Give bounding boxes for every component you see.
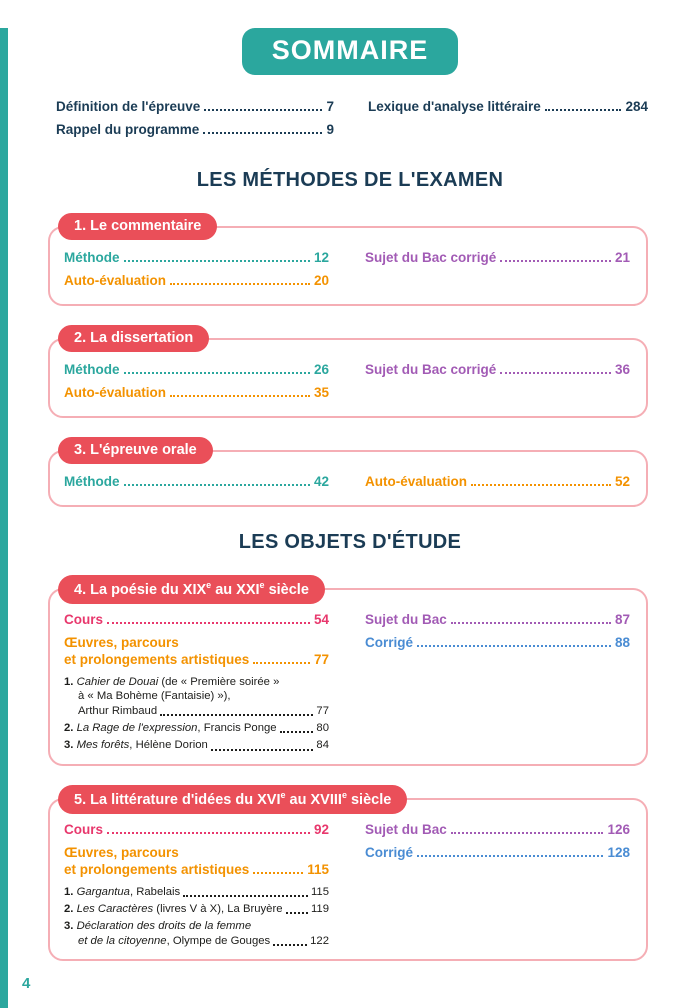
work-author: , Rabelais — [129, 885, 181, 898]
box-right-column — [365, 822, 630, 951]
section-heading-objets-etude: LES OBJETS D'ÉTUDE — [238, 531, 462, 553]
work-author: , Francis Ponge — [197, 722, 277, 735]
work-number: 2. — [64, 903, 74, 916]
work-title: La Rage de l'expression — [76, 722, 198, 735]
work-item-declaration-droits-femme — [64, 919, 329, 948]
toc-entry-auto-evaluation — [64, 273, 329, 288]
work-item-cahier-de-douai — [64, 675, 329, 718]
dot-leader — [203, 132, 322, 134]
work-title: Les Caractères — [76, 903, 154, 916]
toc-entry-cours — [64, 822, 329, 837]
works-list — [64, 885, 329, 948]
dot-leader — [545, 109, 622, 111]
box-title-pill: 1. Le commentaire — [58, 213, 217, 240]
box-title-text: siècle — [264, 581, 309, 598]
toc-page — [0, 28, 700, 1008]
work-text — [64, 885, 180, 899]
toc-entry-methode — [64, 362, 329, 377]
box-right-column — [365, 250, 630, 296]
entry-page-number: 52 — [614, 474, 630, 489]
dot-leader — [451, 622, 611, 624]
dot-leader — [417, 645, 611, 647]
box-title-text: siècle — [346, 791, 392, 808]
entry-label: Rappel du programme — [56, 122, 200, 137]
work-line — [64, 738, 329, 752]
entry-page-number: 77 — [316, 704, 329, 717]
work-line — [78, 934, 329, 948]
toc-entry-sujet-bac-corrige — [365, 362, 630, 377]
entry-page-number: 126 — [607, 821, 630, 837]
box-title-text: 4. La poésie du XIX — [74, 581, 207, 598]
entry-label: Sujet du Bac — [365, 821, 447, 837]
entry-label: Sujet du Bac — [365, 612, 447, 627]
work-number: 3. — [64, 920, 74, 933]
box-left-column — [64, 250, 329, 296]
entry-page-number: 88 — [614, 635, 630, 650]
work-author: , Olympe de Gouges — [166, 934, 271, 947]
toc-entry-sujet-du-bac — [365, 822, 630, 837]
dot-leader — [124, 372, 310, 374]
dot-leader — [170, 283, 310, 285]
entry-label: Méthode — [64, 250, 120, 265]
work-author: , Hélène Dorion — [129, 739, 208, 752]
toc-entry-sujet-du-bac — [365, 612, 630, 627]
toc-entry-corrige — [365, 845, 630, 860]
dot-leader — [253, 872, 303, 874]
work-text — [64, 738, 208, 752]
entry-page-number: 119 — [310, 903, 329, 916]
entry-label-line2 — [64, 652, 329, 667]
entry-page-number: 84 — [316, 739, 329, 752]
dot-leader — [124, 484, 310, 486]
entry-page-number: 36 — [614, 362, 630, 377]
entry-label: Lexique d'analyse littéraire — [368, 99, 541, 114]
box-title-text: 5. La littérature d'idées du XVI — [74, 791, 281, 808]
toc-entry-auto-evaluation — [365, 474, 630, 489]
work-item-gargantua — [64, 885, 329, 899]
work-line: à « Ma Bohème (Fantaisie) »), — [78, 690, 231, 703]
box-title-pill: 3. L'épreuve orale — [58, 437, 213, 464]
entry-label: Auto-évaluation — [365, 474, 468, 489]
entry-label: Cours — [64, 821, 104, 837]
entry-page-number: 122 — [310, 934, 329, 947]
work-line — [64, 885, 329, 899]
entry-page-number: 7 — [326, 99, 334, 114]
entry-label-line1: Œuvres, parcours — [64, 635, 179, 650]
entry-page-number: 9 — [326, 122, 334, 137]
box-right-column — [365, 474, 630, 497]
dot-leader — [170, 395, 310, 397]
box-poesie — [48, 580, 648, 766]
box-left-column — [64, 474, 329, 497]
ordinal-superscript: e — [280, 789, 286, 800]
box-title-text: au XVIII — [285, 791, 342, 808]
top-toc — [56, 99, 648, 145]
work-title: Mes forêts — [76, 739, 130, 752]
toc-entry-oeuvres — [64, 845, 329, 877]
dot-leader — [160, 714, 313, 716]
toc-entry-lexique — [368, 99, 648, 114]
box-columns — [64, 612, 630, 756]
dot-leader — [417, 855, 603, 857]
works-list — [64, 675, 329, 753]
entry-label: Auto-évaluation — [64, 385, 167, 400]
entry-page-number: 21 — [614, 250, 630, 265]
dot-leader — [124, 260, 310, 262]
work-line — [64, 919, 329, 933]
box-dissertation — [48, 330, 648, 418]
box-left-column — [64, 822, 329, 951]
entry-label-line2 — [64, 862, 329, 877]
entry-page-number: 42 — [313, 474, 329, 489]
entry-page-number: 12 — [313, 250, 329, 265]
entry-page-number: 26 — [313, 362, 329, 377]
ordinal-superscript: e — [206, 580, 212, 590]
dot-leader — [471, 484, 611, 486]
work-line — [78, 704, 329, 718]
entry-label: Corrigé — [365, 844, 414, 860]
ordinal-superscript: e — [259, 580, 265, 590]
box-title-pill — [58, 575, 325, 604]
work-item-mes-forets — [64, 738, 329, 752]
top-toc-left-column — [56, 99, 334, 145]
folio-page-number: 4 — [22, 975, 31, 992]
work-title-continued: et de la citoyenne — [78, 934, 167, 947]
box-left-column — [64, 362, 329, 408]
work-text — [64, 902, 283, 916]
work-text — [78, 934, 270, 948]
toc-entry-methode — [64, 474, 329, 489]
box-columns — [64, 250, 630, 296]
entry-page-number: 115 — [307, 861, 329, 877]
entry-label: Sujet du Bac corrigé — [365, 250, 497, 265]
work-number: 1. — [64, 885, 74, 898]
entry-label: Méthode — [64, 474, 120, 489]
entry-page-number: 54 — [313, 612, 329, 627]
ordinal-superscript: e — [341, 789, 347, 800]
box-left-column — [64, 612, 329, 756]
entry-label: et prolongements artistiques — [64, 652, 250, 667]
toc-entry-rappel-programme — [56, 122, 334, 137]
dot-leader — [183, 895, 308, 897]
toc-entry-definition-epreuve — [56, 99, 334, 114]
dot-leader — [500, 260, 611, 262]
work-number: 1. — [64, 676, 74, 688]
entry-page-number: 77 — [313, 652, 329, 667]
dot-leader — [451, 832, 604, 834]
entry-label: Corrigé — [365, 635, 414, 650]
work-author: Arthur Rimbaud — [78, 704, 158, 717]
entry-label: et prolongements artistiques — [64, 861, 250, 877]
dot-leader — [204, 109, 322, 111]
dot-leader — [280, 731, 314, 733]
work-number: 3. — [64, 739, 74, 752]
work-author: (livres V à X), La Bruyère — [153, 903, 283, 916]
toc-entry-corrige — [365, 635, 630, 650]
box-right-column — [365, 362, 630, 408]
entry-label: Définition de l'épreuve — [56, 99, 201, 114]
entry-page-number: 20 — [313, 273, 329, 288]
entry-page-number: 35 — [313, 385, 329, 400]
work-line — [64, 902, 329, 916]
section-heading-methodes: LES MÉTHODES DE L'EXAMEN — [196, 169, 504, 191]
left-accent-bar — [0, 28, 8, 1008]
entry-page-number: 87 — [614, 612, 630, 627]
dot-leader — [273, 944, 307, 946]
entry-label-line1: Œuvres, parcours — [64, 844, 179, 860]
work-number: 2. — [64, 722, 74, 735]
dot-leader — [500, 372, 611, 374]
dot-leader — [253, 662, 310, 664]
entry-page-number: 80 — [316, 722, 329, 735]
toc-entry-auto-evaluation — [64, 385, 329, 400]
box-title-pill: 2. La dissertation — [58, 325, 209, 352]
box-right-column — [365, 612, 630, 756]
work-text — [64, 721, 277, 735]
entry-page-number: 284 — [625, 99, 648, 114]
entry-page-number: 128 — [607, 844, 630, 860]
dot-leader — [211, 749, 314, 751]
toc-entry-cours — [64, 612, 329, 627]
toc-entry-sujet-bac-corrige — [365, 250, 630, 265]
box-commentaire — [48, 218, 648, 306]
entry-label: Cours — [64, 612, 104, 627]
entry-label: Méthode — [64, 362, 120, 377]
work-item-les-caracteres — [64, 902, 329, 916]
work-detail: (de « Première soirée » — [158, 676, 280, 688]
box-litterature-idees — [48, 789, 648, 961]
box-title-pill — [58, 785, 407, 814]
page-title: SOMMAIRE — [242, 28, 459, 75]
dot-leader — [107, 622, 310, 624]
toc-entry-methode — [64, 250, 329, 265]
entry-page-number: 115 — [310, 885, 329, 898]
work-title: Déclaration des droits de la femme — [76, 920, 252, 933]
work-title: Gargantua — [76, 885, 130, 898]
box-columns — [64, 474, 630, 497]
dot-leader — [286, 912, 308, 914]
box-title-text: au XXI — [211, 581, 260, 598]
entry-label: Sujet du Bac corrigé — [365, 362, 497, 377]
work-title: Cahier de Douai — [76, 676, 159, 688]
top-toc-right-column — [368, 99, 648, 145]
entry-page-number: 92 — [313, 821, 329, 837]
dot-leader — [107, 832, 310, 834]
box-epreuve-orale — [48, 442, 648, 507]
box-columns — [64, 822, 630, 951]
box-columns — [64, 362, 630, 408]
work-line — [64, 721, 329, 735]
work-line — [64, 675, 329, 689]
entry-label: Auto-évaluation — [64, 273, 167, 288]
toc-entry-oeuvres — [64, 635, 329, 667]
work-item-la-rage-de-l-expression — [64, 721, 329, 735]
